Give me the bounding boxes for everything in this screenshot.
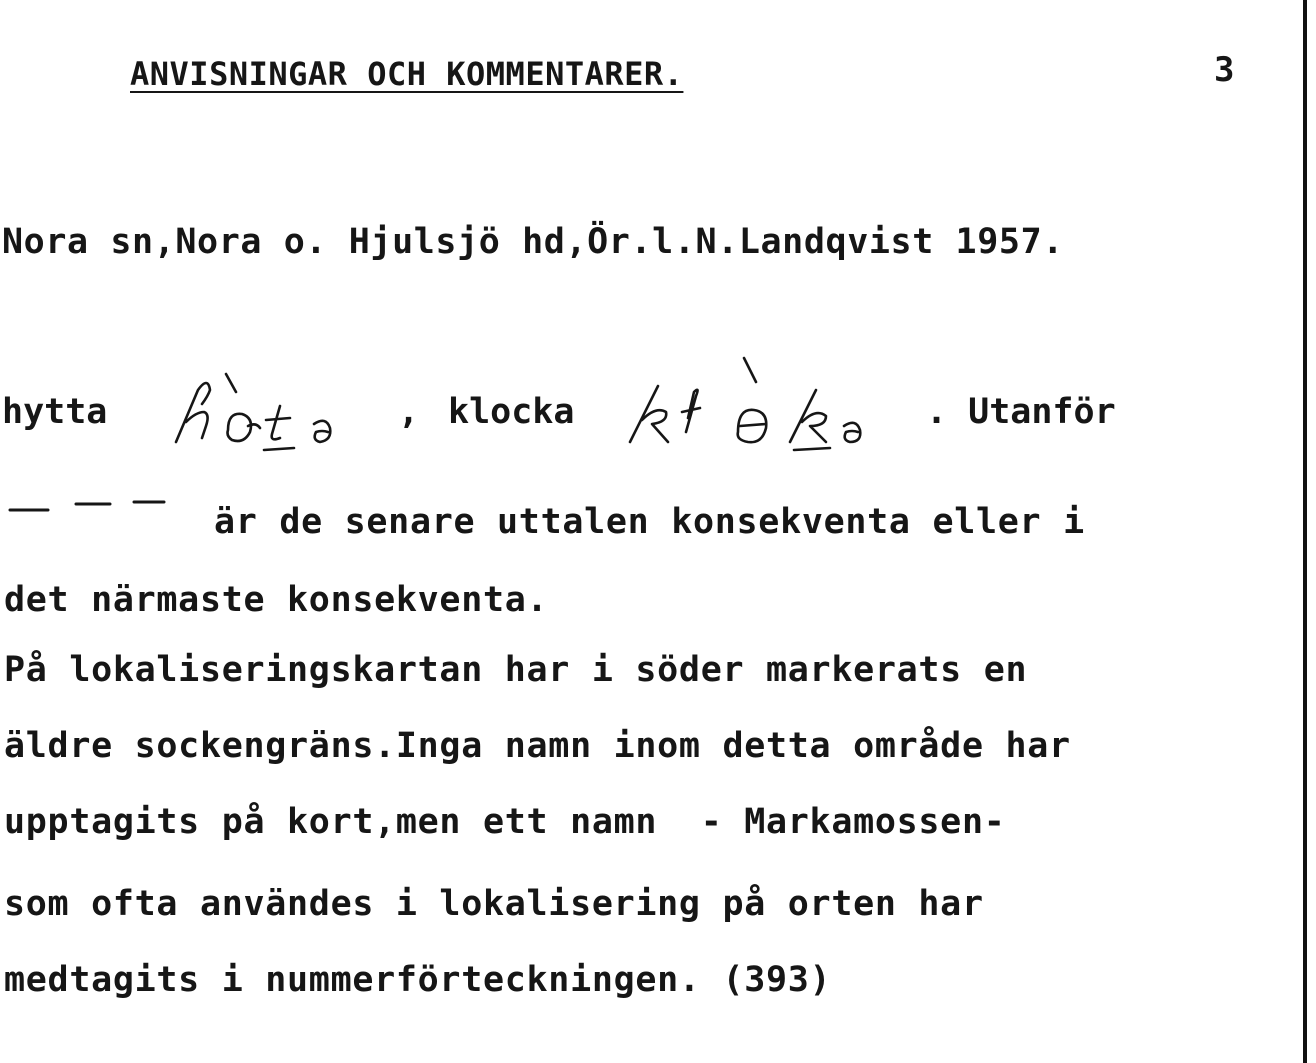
example-word-hytta: hytta [2,392,108,432]
body-line-2: det närmaste konsekventa. [4,580,549,620]
phonetic-transcription-klocka [626,346,896,456]
page-heading: ANVISNINGAR OCH KOMMENTARER. [130,55,684,93]
body-line-1: är de senare uttalen konsekventa eller i [214,502,1085,542]
page-number: 3 [1214,50,1235,90]
page-edge-line [1303,0,1307,1063]
example-word-klocka: klocka [448,392,575,432]
body-line-6: som ofta användes i lokalisering på orten har [4,884,984,924]
example-word-utanfor: . Utanför [926,392,1116,432]
body-line-7: medtagits i nummerförteckningen. (393) [4,960,832,1000]
dash-marks [6,498,166,518]
body-line-4: äldre sockengräns.Inga namn inom detta område har [4,726,1071,766]
body-line-5: upptagits på kort,men ett namn - Markamossen- [4,802,1006,842]
phonetic-transcription-hytta [168,346,378,456]
comma-separator: , [398,392,420,432]
source-line: Nora sn,Nora o. Hjulsjö hd,Ör.l.N.Landqvist 1957. [2,222,1064,262]
body-line-3: På lokaliseringskartan har i söder markerats en [4,650,1028,690]
